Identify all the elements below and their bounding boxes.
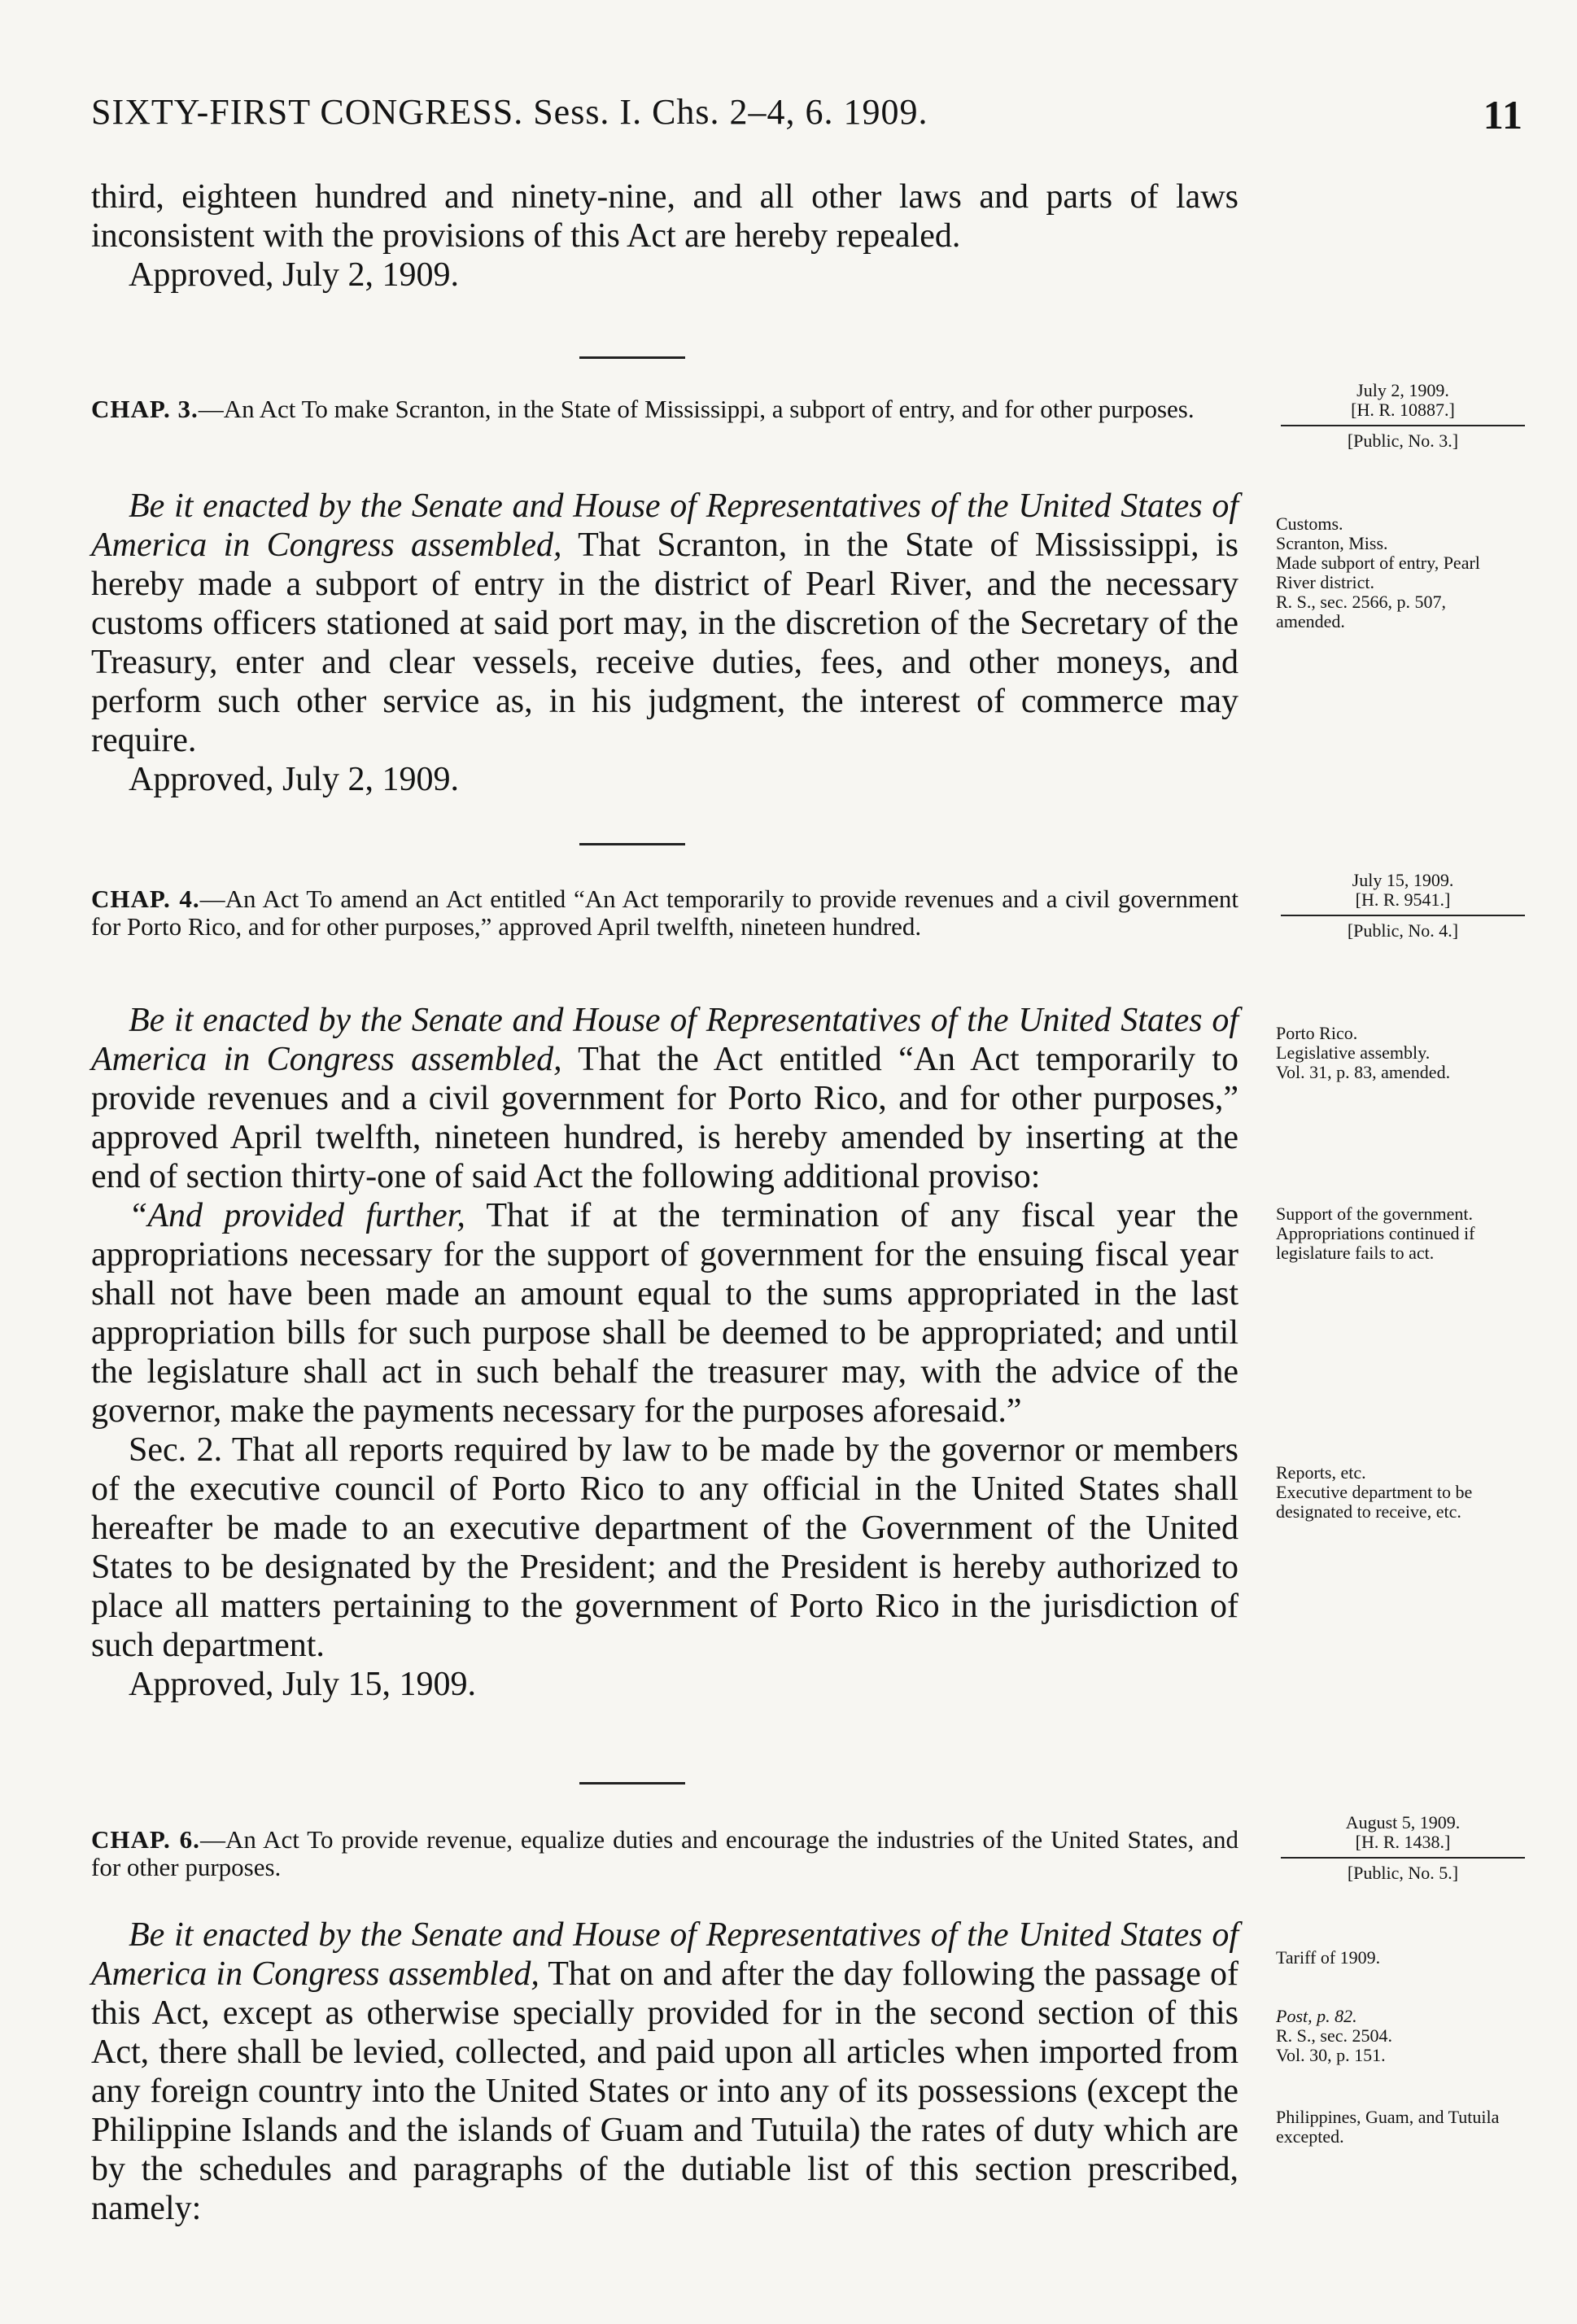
continuation-block xyxy=(91,177,1238,295)
chap3-margin-place: Scranton, Miss. xyxy=(1276,533,1388,553)
chap3-text: That Scranton, in the State of Mississippi, is hereby made a subport of entry in the district of Pearl River, and the necessary customs officers stationed at said port may, in the discretion of the Secretary of the Treasury, enter and clear vessels, receive duties, fees, and other moneys, and perform such other service as, in his judgment, the interest of commerce may require. xyxy=(91,526,1238,759)
chap3-margin-notes xyxy=(1276,514,1512,631)
chap4-margin-reports: Reports, etc. xyxy=(1276,1462,1366,1483)
section-divider xyxy=(579,356,685,359)
chap3-margin-customs: Customs. xyxy=(1276,513,1343,534)
chap6-margin-tariff-label: Tariff of 1909. xyxy=(1276,1947,1381,1968)
section-divider xyxy=(579,843,685,845)
chap3-date: July 2, 1909. xyxy=(1356,380,1449,400)
chap4-margin-support: Support of the government. xyxy=(1276,1204,1473,1224)
chap4-margin-notes-b xyxy=(1276,1204,1512,1263)
running-header xyxy=(91,91,1523,140)
chap6-margin-header xyxy=(1281,1813,1525,1883)
margin-rule xyxy=(1281,425,1525,426)
chap4-sec2: That all reports required by law to be made by the governor or members of the executive council of Porto Rico to any official in the United States shall hereafter be made to an executive department of the Government of the United States to be designated by the President; and the President is hereby authorized to place all matters pertaining to the government of Porto Rico in the jurisdiction of such department. xyxy=(91,1431,1238,1664)
chap6-enacting-clause: Be it enacted by the Senate and House of Representatives of the United States of America in Congress assembled, xyxy=(91,1916,1238,1993)
chap4-heading xyxy=(91,885,1238,941)
chap4-margin-citation: Vol. 31, p. 83, amended. xyxy=(1276,1062,1451,1082)
chap3-label: CHAP. 3. xyxy=(91,395,199,423)
chap6-date: August 5, 1909. xyxy=(1345,1812,1461,1833)
chap6-margin-philippines: Philippines, Guam, and Tutuila excepted. xyxy=(1276,2107,1500,2147)
margin-rule xyxy=(1281,1857,1525,1859)
chap3-title: —An Act To make Scranton, in the State of Mississippi, a subport of entry, and for other purposes. xyxy=(198,395,1195,423)
chap3-margin-header xyxy=(1281,381,1525,451)
chap3-enacting-clause: Be it enacted by the Senate and House of Representatives of the United States of America in Congress assembled, xyxy=(91,487,1238,564)
chap4-bill: [H. R. 9541.] xyxy=(1355,889,1451,910)
chap3-bill: [H. R. 10887.] xyxy=(1351,400,1455,420)
chap3-margin-citation: R. S., sec. 2566, p. 507, amended. xyxy=(1276,592,1446,631)
chap4-proviso: That if at the termination of any fiscal year the appropriations necessary for the support of government for the ensuing fiscal year shall not have been made an amount equal to the sums appropriated in the last appropriation bills for such purpose shall be deemed to be appropriated; and until the legislature shall act in such behalf the treasurer may, with the advice of the governor, make the payments necessary for the purposes aforesaid.” xyxy=(91,1197,1238,1430)
chap4-margin-assembly: Legislative assembly. xyxy=(1276,1042,1431,1063)
chap4-title: —An Act To amend an Act entitled “An Act temporarily to provide revenues and a civil government for Porto Rico, and for other purposes,” approved April twelfth, nineteen hundred. xyxy=(91,885,1238,941)
margin-rule xyxy=(1281,915,1525,916)
chap4-margin-notes-a xyxy=(1276,1024,1512,1082)
chap6-label: CHAP. 6. xyxy=(91,1825,200,1854)
chap6-bill: [H. R. 1438.] xyxy=(1355,1832,1451,1852)
chap4-margin-notes-c xyxy=(1276,1463,1512,1522)
chap3-approved: Approved, July 2, 1909. xyxy=(129,761,459,798)
chap4-sec2-label: Sec. 2. xyxy=(129,1431,223,1469)
chap4-margin-appropriations: Appropriations continued if legislature fails to act. xyxy=(1276,1223,1475,1263)
chap4-margin-executive: Executive department to be designated to receive, etc. xyxy=(1276,1482,1473,1522)
chap3-heading xyxy=(91,395,1238,423)
chap6-public: [Public, No. 5.] xyxy=(1347,1863,1459,1883)
chap6-margin-post: Post, p. 82. xyxy=(1276,2006,1357,2026)
chap4-text: That the Act entitled “An Act temporarily to provide revenues and a civil government for Porto Rico, and for other purposes,” approved April twelfth, nineteen hundred, is hereby amended by inserting at the end of section thirty-one of said Act the following additional proviso: xyxy=(91,1041,1238,1195)
page-number: 11 xyxy=(1483,92,1523,138)
chap6-text: That on and after the day following the passage of this Act, except as otherwise specially provided for in the second section of this Act, there shall be levied, collected, and paid upon all articles when imported from any foreign country into the United States or into any of its possessions (except the Philippine Islands and the islands of Guam and Tutuila) the rates of duty which are by the schedules and paragraphs of the dutiable list of this section prescribed, namely: xyxy=(91,1955,1238,2227)
chap6-heading xyxy=(91,1826,1238,1881)
chap3-public: [Public, No. 3.] xyxy=(1347,430,1459,451)
chap4-public: [Public, No. 4.] xyxy=(1347,920,1459,941)
chap3-margin-note: Made subport of entry, Pearl River district. xyxy=(1276,553,1480,592)
continuation-text: third, eighteen hundred and ninety-nine, and all other laws and parts of laws inconsistent with the provisions of this Act are hereby repealed. xyxy=(91,178,1238,255)
chap4-body xyxy=(91,1001,1238,1704)
chap6-margin-exceptions xyxy=(1276,2108,1512,2147)
chap4-approved: Approved, July 15, 1909. xyxy=(129,1666,476,1703)
chap6-margin-rs: R. S., sec. 2504. xyxy=(1276,2025,1392,2046)
chap6-body xyxy=(91,1916,1238,2228)
continuation-approved: Approved, July 2, 1909. xyxy=(129,256,459,294)
chap6-title: —An Act To provide revenue, equalize duties and encourage the industries of the United States, and for other purposes. xyxy=(91,1825,1238,1881)
chap4-margin-place: Porto Rico. xyxy=(1276,1023,1358,1043)
chap4-proviso-lead: “And provided further, xyxy=(129,1197,465,1234)
chap4-label: CHAP. 4. xyxy=(91,885,200,913)
chap4-enacting-clause: Be it enacted by the Senate and House of Representatives of the United States of America in Congress assembled, xyxy=(91,1002,1238,1078)
chap6-margin-citations xyxy=(1276,2007,1512,2065)
chap6-margin-tariff xyxy=(1276,1948,1512,1968)
chap6-margin-vol: Vol. 30, p. 151. xyxy=(1276,2045,1386,2065)
chap3-body xyxy=(91,487,1238,799)
running-head: SIXTY-FIRST CONGRESS. Sess. I. Chs. 2–4, 6. 1909. xyxy=(91,92,928,132)
section-divider xyxy=(579,1782,685,1784)
chap4-margin-header xyxy=(1281,871,1525,941)
chap4-date: July 15, 1909. xyxy=(1352,870,1454,890)
